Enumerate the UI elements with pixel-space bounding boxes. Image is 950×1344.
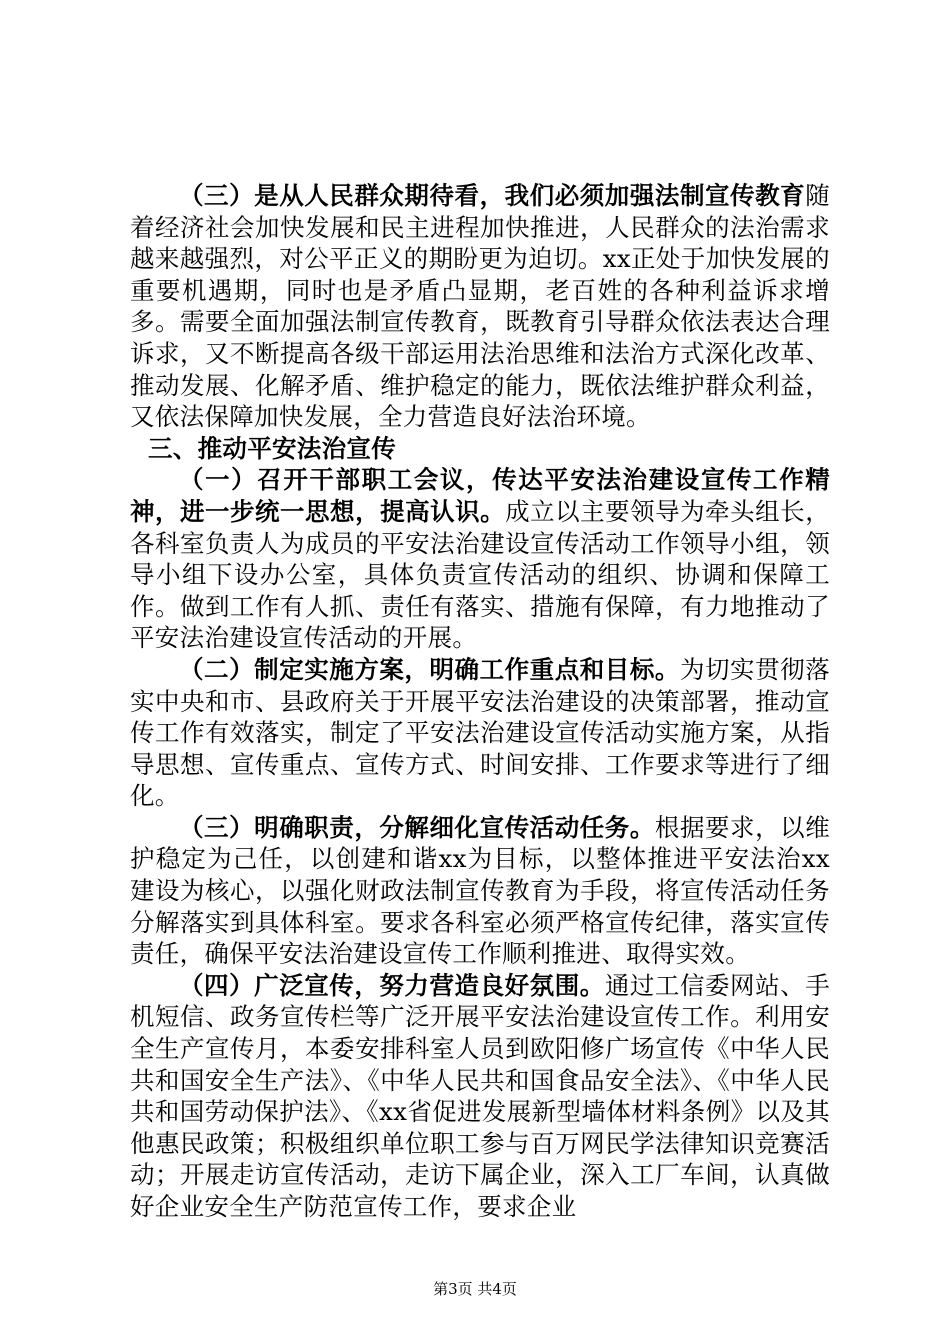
paragraph-lead: （三）是从人民群众期待看，我们必须加强法制宣传教育 — [179, 181, 806, 210]
paragraph-body: 根据要求，以维护稳定为己任，以创建和谐xx为目标，以整体推进平安法治xx建设为核心，以强化财政法制宣传教育为手段，将宣传活动任务分解落实到具体科室。要求各科室必须严格宣传纪律，落实宣传责任，确保平安法治建设宣传工作顺利推进、取得实效。 — [130, 812, 830, 969]
page-number-footer: 第3页 共4页 — [433, 1280, 517, 1298]
paragraph-lead: （四）广泛宣传，努力营造良好氛围。 — [179, 970, 605, 1000]
paragraph-meeting — [130, 464, 830, 654]
paragraph-body: 为切实贯彻落实中央和市、县政府关于开展平安法治建设的决策部署，推动宣传工作有效落实，制定了平安法治建设宣传活动实施方案，从指导思想、宣传重点、宣传方式、时间安排、工作要求等进行了细化。 — [130, 654, 830, 811]
paragraph-publicity — [130, 970, 830, 1223]
paragraph-duties — [130, 812, 830, 970]
section-heading: 三、推动平安法治宣传 — [148, 433, 396, 463]
document-body — [130, 180, 830, 1223]
paragraph-lead: （三）明确职责，分解细化宣传活动任务。 — [179, 812, 655, 842]
paragraph-lead: （二）制定实施方案，明确工作重点和目标。 — [179, 654, 680, 684]
paragraph-body: 随着经济社会加快发展和民主进程加快推进，人民群众的法治需求越来越强烈，对公平正义的期盼更为迫切。xx正处于加快发展的重要机遇期，同时也是矛盾凸显期，老百姓的各种利益诉求增多。需要全面加强法制宣传教育，既教育引导群众依法表达合理诉求，又不断提高各级干部运用法治思维和法治方式深化改革、推动发展、化解矛盾、维护稳定的能力，既依法维护群众利益，又依法保障加快发展，全力营造良好法治环境。 — [130, 181, 830, 432]
paragraph-lead: （一）召开干部职工会议，传达平安法治建设宣传工作精神，进一步统一思想，提高认识。 — [130, 465, 830, 526]
paragraph-public-expectation — [130, 180, 830, 433]
paragraph-body: 通过工信委网站、手机短信、政务宣传栏等广泛开展平安法治建设宣传工作。利用安全生产宣传月，本委安排科室人员到欧阳修广场宣传《中华人民共和国安全生产法》、《中华人民共和国食品安全法》、《中华人民共和国劳动保护法》、《xx省促进发展新型墙体材料条例》以及其他惠民政策；积极组织单位职工参与百万网民学法律知识竞赛活动；开展走访宣传活动，走访下属企业，深入工厂车间，认真做好企业安全生产防范宣传工作，要求企业 — [130, 970, 830, 1221]
paragraph-body: 成立以主要领导为牵头组长，各科室负责人为成员的平安法治建设宣传活动工作领导小组，领导小组下设办公室，具体负责宣传活动的组织、协调和保障工作。做到工作有人抓、责任有落实、措施有保障，有力地推动了平安法治建设宣传活动的开展。 — [130, 496, 830, 653]
paragraph-plan — [130, 654, 830, 812]
